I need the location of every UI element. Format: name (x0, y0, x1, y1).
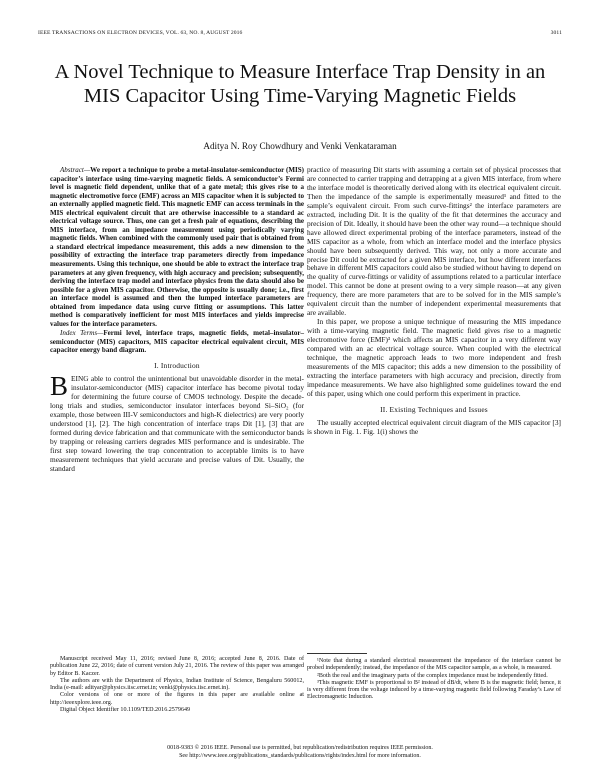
abstract-label: Abstract— (60, 166, 91, 174)
running-header (38, 30, 562, 40)
footnote-rule (307, 653, 367, 654)
left-column (50, 166, 304, 473)
page-number: 3011 (550, 30, 562, 36)
affiliation-note: The authors are with the Department of Physics, Indian Institute of Science, Bengaluru 560012, India (e-mail: adityar@physics.iisc.ernet.in; venki@physics.iisc.ernet.in). (50, 677, 304, 692)
index-terms-label: Index Terms— (60, 329, 104, 338)
right-column (307, 166, 561, 437)
manuscript-note: Manuscript received May 11, 2016; revised June 8, 2016; accepted June 8, 2016. Date of publication June 22, 2016; date of current version July 21, 2016. The review of this paper was arranged by Editor B. Kaczer. (50, 656, 304, 677)
intro-paragraph (50, 370, 304, 473)
journal-name: IEEE TRANSACTIONS ON ELECTRON DEVICES, VOL. 63, NO. 8, AUGUST 2016 (38, 30, 243, 36)
footnote: ¹Note that during a standard electrical measurement the impedance of the interface cannot be probed independently; instead, the impedance of the MIS capacitor sample, as a whole, is measured. (307, 658, 561, 672)
author-list: Aditya N. Roy Chowdhury and Venki Venkataraman (203, 141, 397, 151)
rights-link-line: See http://www.ieee.org/publications_standards/publications/rights/index.html for more information. (179, 753, 421, 759)
body-paragraph: practice of measuring Dit starts with assuming a certain set of physical processes that are connected to carrier trapping and detrapping at a given MIS interface, from where the interface model is theoretically derived along with its electrical equivalent circuit. Then the impedance of the sample is experimentally measured¹ and fitted to the sample’s equivalent circuit. From such curve-fittings² the interface parameters are extracted, including Dit. It is the quality of the fit that determines the accuracy and precision of Dit. Ideally, it should have been the other way round—a technique should have allowed direct experimental probing of the interface parameters, instead of the MIS capacitor as a whole, from which an interface model and the interface physics should have been subsequently derived. This way, not only a more accurate and precise Dit could be extracted for a given MIS interface, but how different interfaces behave in different MIS capacitors could also be studied without having to depend on the quality of curve-fittings or validity of assumptions related to a particular interface model. This cannot be done at present owing to a very simple reason—at any given frequency, there are more parameters that are to be solved for in the MIS sample’s equivalent circuit than the number of independent experimental measurements that are available. (307, 165, 561, 318)
footnote: ²Both the real and the imaginary parts of the complex impedance must be independently fitted. (317, 672, 548, 679)
copyright-line: 0018-9383 © 2016 IEEE. Personal use is permitted, but republication/redistribution requires IEEE permission. (167, 745, 433, 751)
body-paragraph: The usually accepted electrical equivalent circuit diagram of the MIS capacitor [3] is shown in Fig. 1. Fig. 1(i) shows the (307, 417, 561, 436)
doi-note: Digital Object Identifier 10.1109/TED.2016.2579649 (60, 707, 191, 714)
intro-text: EING able to control the unintentional but unavoidable disorder in the metal-insulator-semiconductor (MIS) capacitor interface has become pivotal today for determining the future course of CMOS technology. Despite the decade-long trials and studies, semiconductor insulator interfaces beyond Si–SiO₂ (for example, those between III-V semiconductors and high-K dielectrics) are very poorly understood [1], [2]. The high concentration of interface traps Dit [1], [3] that are formed during device fabrication and that communicate with the semiconductor bands by trapping or releasing carriers degrades MIS performance and is undesirable. The first step toward lowering the trap concentration to acceptable limits is to have measurement techniques that yield accurate and precise values of Dit. Usually, the standard (50, 373, 304, 473)
color-note: Color versions of one or more of the figures in this paper are available online at http://ieeexplore.ieee.org. (50, 692, 304, 706)
left-footnotes (50, 656, 304, 714)
abstract (50, 166, 304, 328)
section-heading-introduction: I. Introduction (154, 361, 200, 371)
copyright-footer (60, 744, 540, 760)
right-footnotes (307, 658, 561, 702)
paper-title: A Novel Technique to Measure Interface Trap Density in an MIS Capacitor Using Time-Varying Magnetic Fields (54, 61, 546, 107)
body-paragraph: In this paper, we propose a unique technique of measuring the MIS impedance with a time-varying magnetic field. The magnetic field gives rise to a magnetic electromotive force (EMF)³ which affects an MIS capacitor in a very different way compared with an ac electrical voltage source. When coupled with the electrical technique, the magnetic approach leads to two more independent and fresh measurements of the MIS capacitor; this adds a new dimension to the possibility of extracting the interface parameters with high accuracy and precision, directly from impedance measurements. We have also highlighted some guidelines toward the end of this paper, using which one could perform this experiment in practice. (307, 317, 561, 398)
drop-cap: B (50, 370, 69, 401)
index-terms (50, 329, 304, 355)
abstract-text: We report a technique to probe a metal-insulator-semiconductor (MIS) capacitor’s interface using time-varying magnetic fields. A semiconductor’s Fermi level is magnetic field dependent, unlike that of a gate metal; this gives rise to a magnetic electromotive force (EMF) across an MIS capacitor when it is subjected to an externally applied magnetic field. This magnetic EMF can access terminals in the MIS electrical equivalent circuit that are otherwise inaccessible to a standard ac electrical voltage source. Thus, one can get a fresh pair of equations, describing the MIS interface, from an impedance measurement using periodically varying magnetic fields. When combined with the commonly used pair that is obtained from a standard electrical impedance measurement, this adds a new dimension to the possibility of extracting the interface trap parameters directly from impedance measurements. Using this technique, one should be able to extract the interface trap parameters at any given frequency, with high accuracy and precision; subsequently, deriving the interface trap model and interface physics from the data should also be possible for a given MIS capacitor. Otherwise, the opposite is usually done; i.e., first an interface model is assumed and then the lumped interface parameters are obtained from impedance data using curve fitting or assumptions. This latter method is comparatively inefficient for most MIS interfaces and yields imprecise values for the interface parameters. (50, 166, 304, 328)
index-terms-text: Fermi level, interface traps, magnetic fields, metal–insulator–semiconductor (MIS) capacitors, MIS capacitor electrical equivalent circuit, MIS capacitor energy band diagram. (50, 329, 304, 355)
footnote: ³This magnetic EMF is proportional to B² instead of dB/dt, where B is the magnetic field; hence, it is very different from the voltage induced by a time-varying magnetic field following Faraday’s Law of Electromagnetic Induction. (307, 679, 561, 701)
section-heading-existing-techniques: II. Existing Techniques and Issues (380, 404, 488, 414)
